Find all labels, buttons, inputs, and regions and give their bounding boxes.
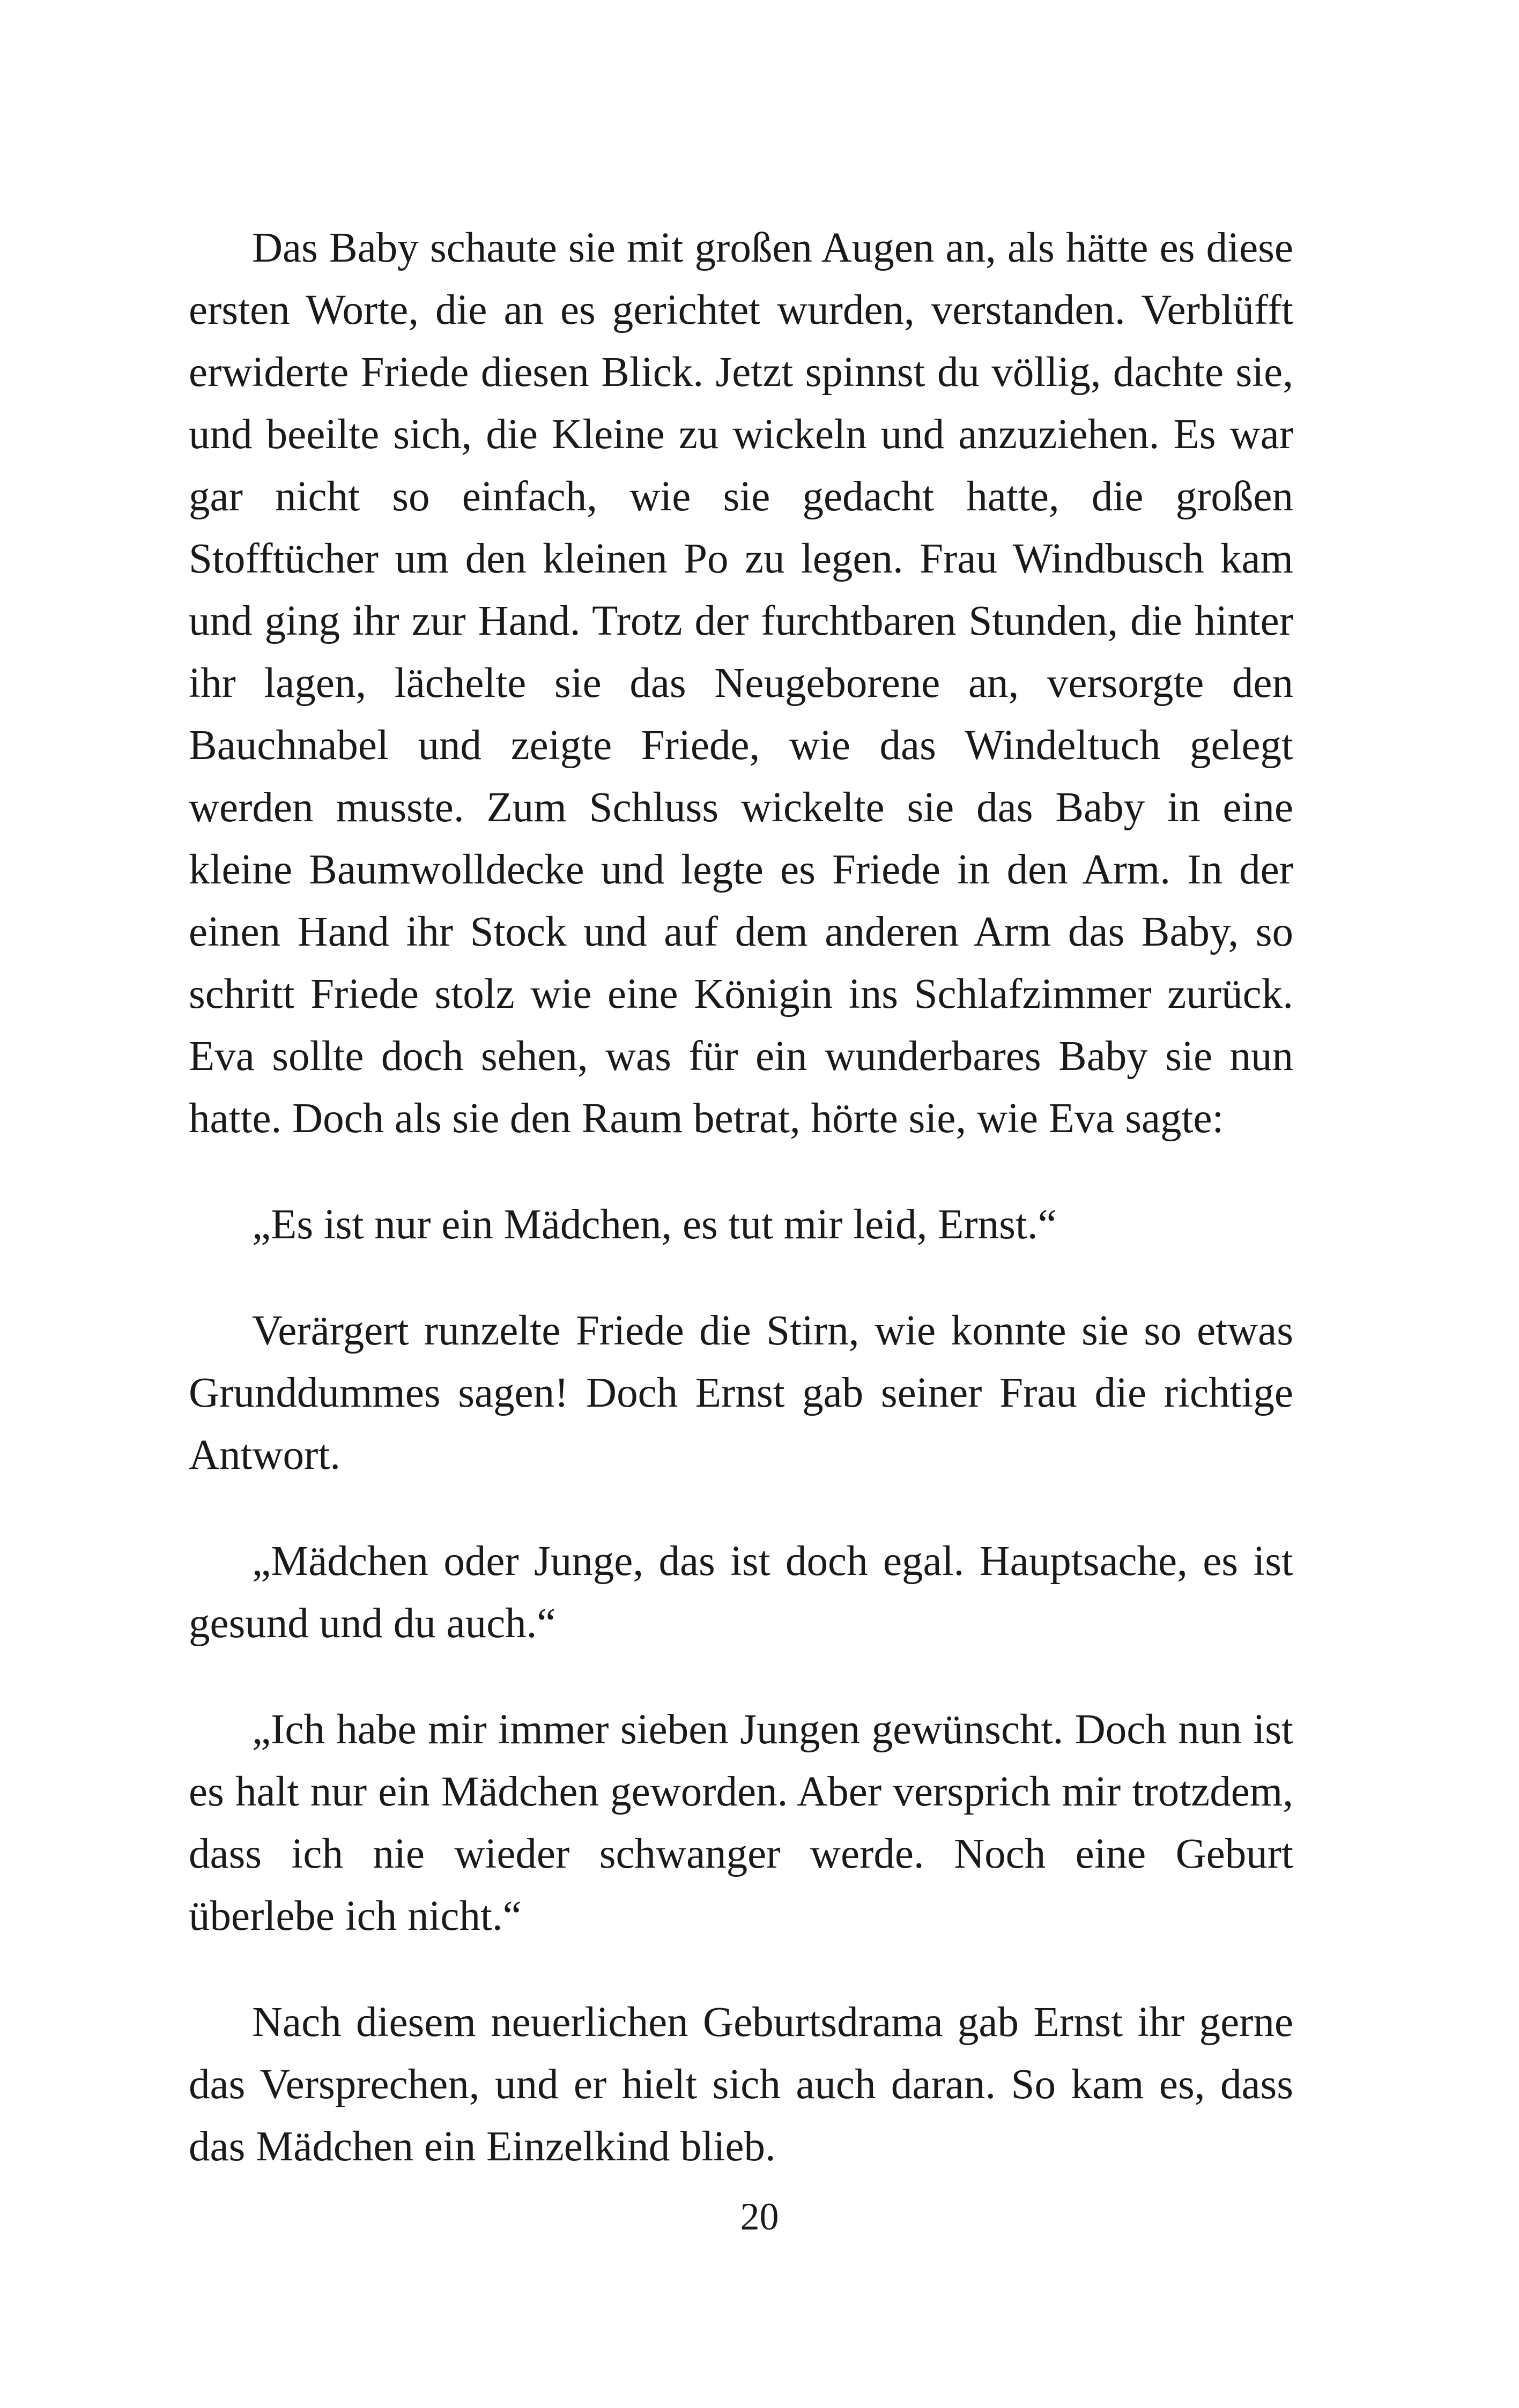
body-text [189,217,1293,2178]
paragraph-3: Verärgert runzelte Friede die Stirn, wie konnte sie so etwas Grunddummes sagen! Doch Ernst gab seiner Frau die richtige Antwort. [189,1307,1293,1478]
paragraph-1: Das Baby schaute sie mit großen Augen an, als hätte es diese ersten Worte, die an es gerichtet wurden, verstanden. Verblüfft erwiderte Friede diesen Blick. Jetzt spinnst du völlig, dachte sie, und beeilte sich, die Kleine zu wickeln und anzuziehen. Es war gar nicht so einfach, wie sie gedacht hatte, die großen Stofftücher um den kleinen Po zu legen. Frau Windbusch kam und ging ihr zur Hand. Trotz der furchtbaren Stunden, die hinter ihr lagen, lächelte sie das Neugeborene an, versorgte den Bauchnabel und zeigte Friede, wie das Windeltuch gelegt werden musste. Zum Schluss wickelte sie das Baby in eine kleine Baumwolldecke und legte es Friede in den Arm. In der einen Hand ihr Stock und auf dem anderen Arm das Baby, so schritt Friede stolz wie eine Königin ins Schlafzimmer zurück. Eva sollte doch sehen, was für ein wunderbares Baby sie nun hatte. Doch als sie den Raum betrat, hörte sie, wie Eva sagte: [189,225,1293,1142]
paragraph-4: „Mädchen oder Junge, das ist doch egal. Hauptsache, es ist gesund und du auch.“ [189,1538,1293,1647]
page-number: 20 [740,2195,779,2238]
paragraph-5: „Ich habe mir immer sieben Jungen gewünscht. Doch nun ist es halt nur ein Mädchen geworden. Aber versprich mir trotzdem, dass ich nie wieder schwanger werde. Noch eine Geburt überlebe ich nicht.“ [189,1706,1293,1939]
paragraph-6: Nach diesem neuerlichen Geburtsdrama gab Ernst ihr gerne das Versprechen, und er hielt sich auch daran. So kam es, dass das Mädchen ein Einzelkind blieb. [189,1999,1293,2170]
paragraph-2: „Es ist nur ein Mädchen, es tut mir leid, Ernst.“ [252,1201,1057,1248]
